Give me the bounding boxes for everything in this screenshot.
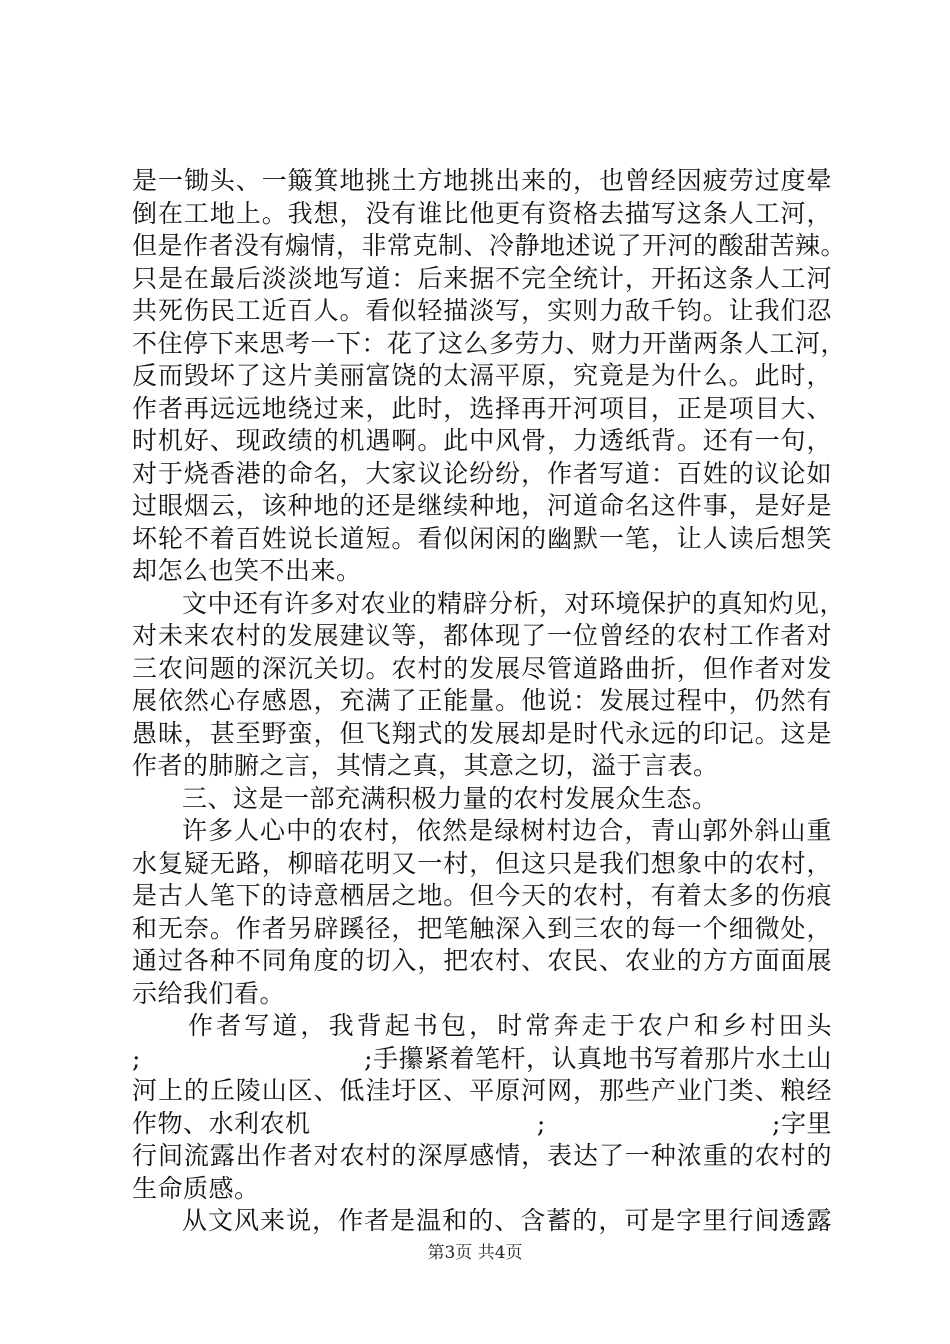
line-segment: ;	[536, 1108, 546, 1138]
text-line: 展依然心存感恩，充满了正能量。他说：发展过程中，仍然有	[132, 686, 832, 715]
text-line: 共死伤民工近百人。看似轻描淡写，实则力敌千钧。让我们忍	[132, 296, 832, 325]
paragraph-start-line: 文中还有许多对农业的精辟分析，对环境保护的真知灼见，	[182, 588, 846, 618]
text-line: 水复疑无路，柳暗花明又一村，但这只是我们想象中的农村，	[132, 848, 832, 878]
text-line: 对于烧香港的命名，大家议论纷纷，作者写道：百姓的议论如	[132, 458, 832, 488]
text-line: 通过各种不同角度的切入，把农村、农民、农业的方方面面展	[132, 946, 832, 975]
line-segment: ;	[132, 1043, 141, 1073]
paragraph-start-line: 作者写道，我背起书包，时常奔走于农户和乡村田头	[188, 1011, 832, 1040]
text-line: 对未来农村的发展建议等，都体现了一位曾经的农村工作者对	[132, 621, 832, 650]
text-line: 时机好、现政绩的机遇啊。此中风骨，力透纸背。还有一句，	[132, 426, 832, 455]
text-line: 示给我们看。	[132, 978, 286, 1008]
text-line	[132, 1043, 832, 1076]
text-line: 却怎么也笑不出来。	[132, 556, 362, 585]
paragraph-start-line: 许多人心中的农村，依然是绿树村边合，青山郭外斜山重	[182, 816, 832, 845]
page-number-label: 第3页 共4页	[427, 1243, 523, 1263]
text-line: 只是在最后淡淡地写道：后来据不完全统计，开拓这条人工河	[132, 263, 832, 293]
text-line: 是一锄头、一簸箕地挑土方地挑出来的，也曾经因疲劳过度晕	[132, 166, 832, 195]
text-line: 行间流露出作者对农村的深厚感情，表达了一种浓重的农村的	[132, 1141, 832, 1170]
section-heading: 三、这是一部充满积极力量的农村发展众生态。	[182, 783, 718, 813]
page-footer	[0, 1243, 950, 1263]
line-segment: ;字里	[772, 1108, 832, 1138]
text-line: 坏轮不着百姓说长道短。看似闲闲的幽默一笔，让人读后想笑	[132, 523, 832, 553]
text-line: 倒在工地上。我想，没有谁比他更有资格去描写这条人工河，	[132, 198, 832, 228]
text-line: 作者再远远地绕过来，此时，选择再开河项目，正是项目大、	[132, 393, 832, 423]
text-line: 但是作者没有煽情，非常克制、冷静地述说了开河的酸甜苦辣。	[132, 231, 847, 260]
line-segment: 作物、水利农机	[132, 1108, 311, 1138]
text-line: 和无奈。作者另辟蹊径，把笔触深入到三农的每一个细微处，	[132, 913, 832, 943]
text-line: 生命质感。	[132, 1173, 260, 1203]
text-line: 不住停下来思考一下：花了这么多劳力、财力开凿两条人工河，	[132, 328, 847, 358]
text-line: 作者的肺腑之言，其情之真，其意之切，溢于言表。	[132, 751, 719, 780]
line-segment: ;手攥紧着笔杆，认真地书写着那片水土山	[364, 1043, 832, 1073]
text-line: 是古人笔下的诗意栖居之地。但今天的农村，有着太多的伤痕	[132, 881, 832, 910]
body-text	[132, 165, 847, 1238]
text-line: 河上的丘陵山区、低洼圩区、平原河网，那些产业门类、粮经	[132, 1076, 832, 1105]
text-line: 愚昧，甚至野蛮，但飞翔式的发展却是时代永远的印记。这是	[132, 718, 832, 748]
paragraph-start-line: 从文风来说，作者是温和的、含蓄的，可是字里行间透露	[182, 1206, 832, 1235]
text-line	[132, 1108, 832, 1141]
text-line: 反而毁坏了这片美丽富饶的太滆平原，究竟是为什么。此时，	[132, 361, 832, 390]
text-line: 过眼烟云，该种地的还是继续种地，河道命名这件事，是好是	[132, 491, 832, 520]
text-line: 三农问题的深沉关切。农村的发展尽管道路曲折，但作者对发	[132, 653, 832, 683]
